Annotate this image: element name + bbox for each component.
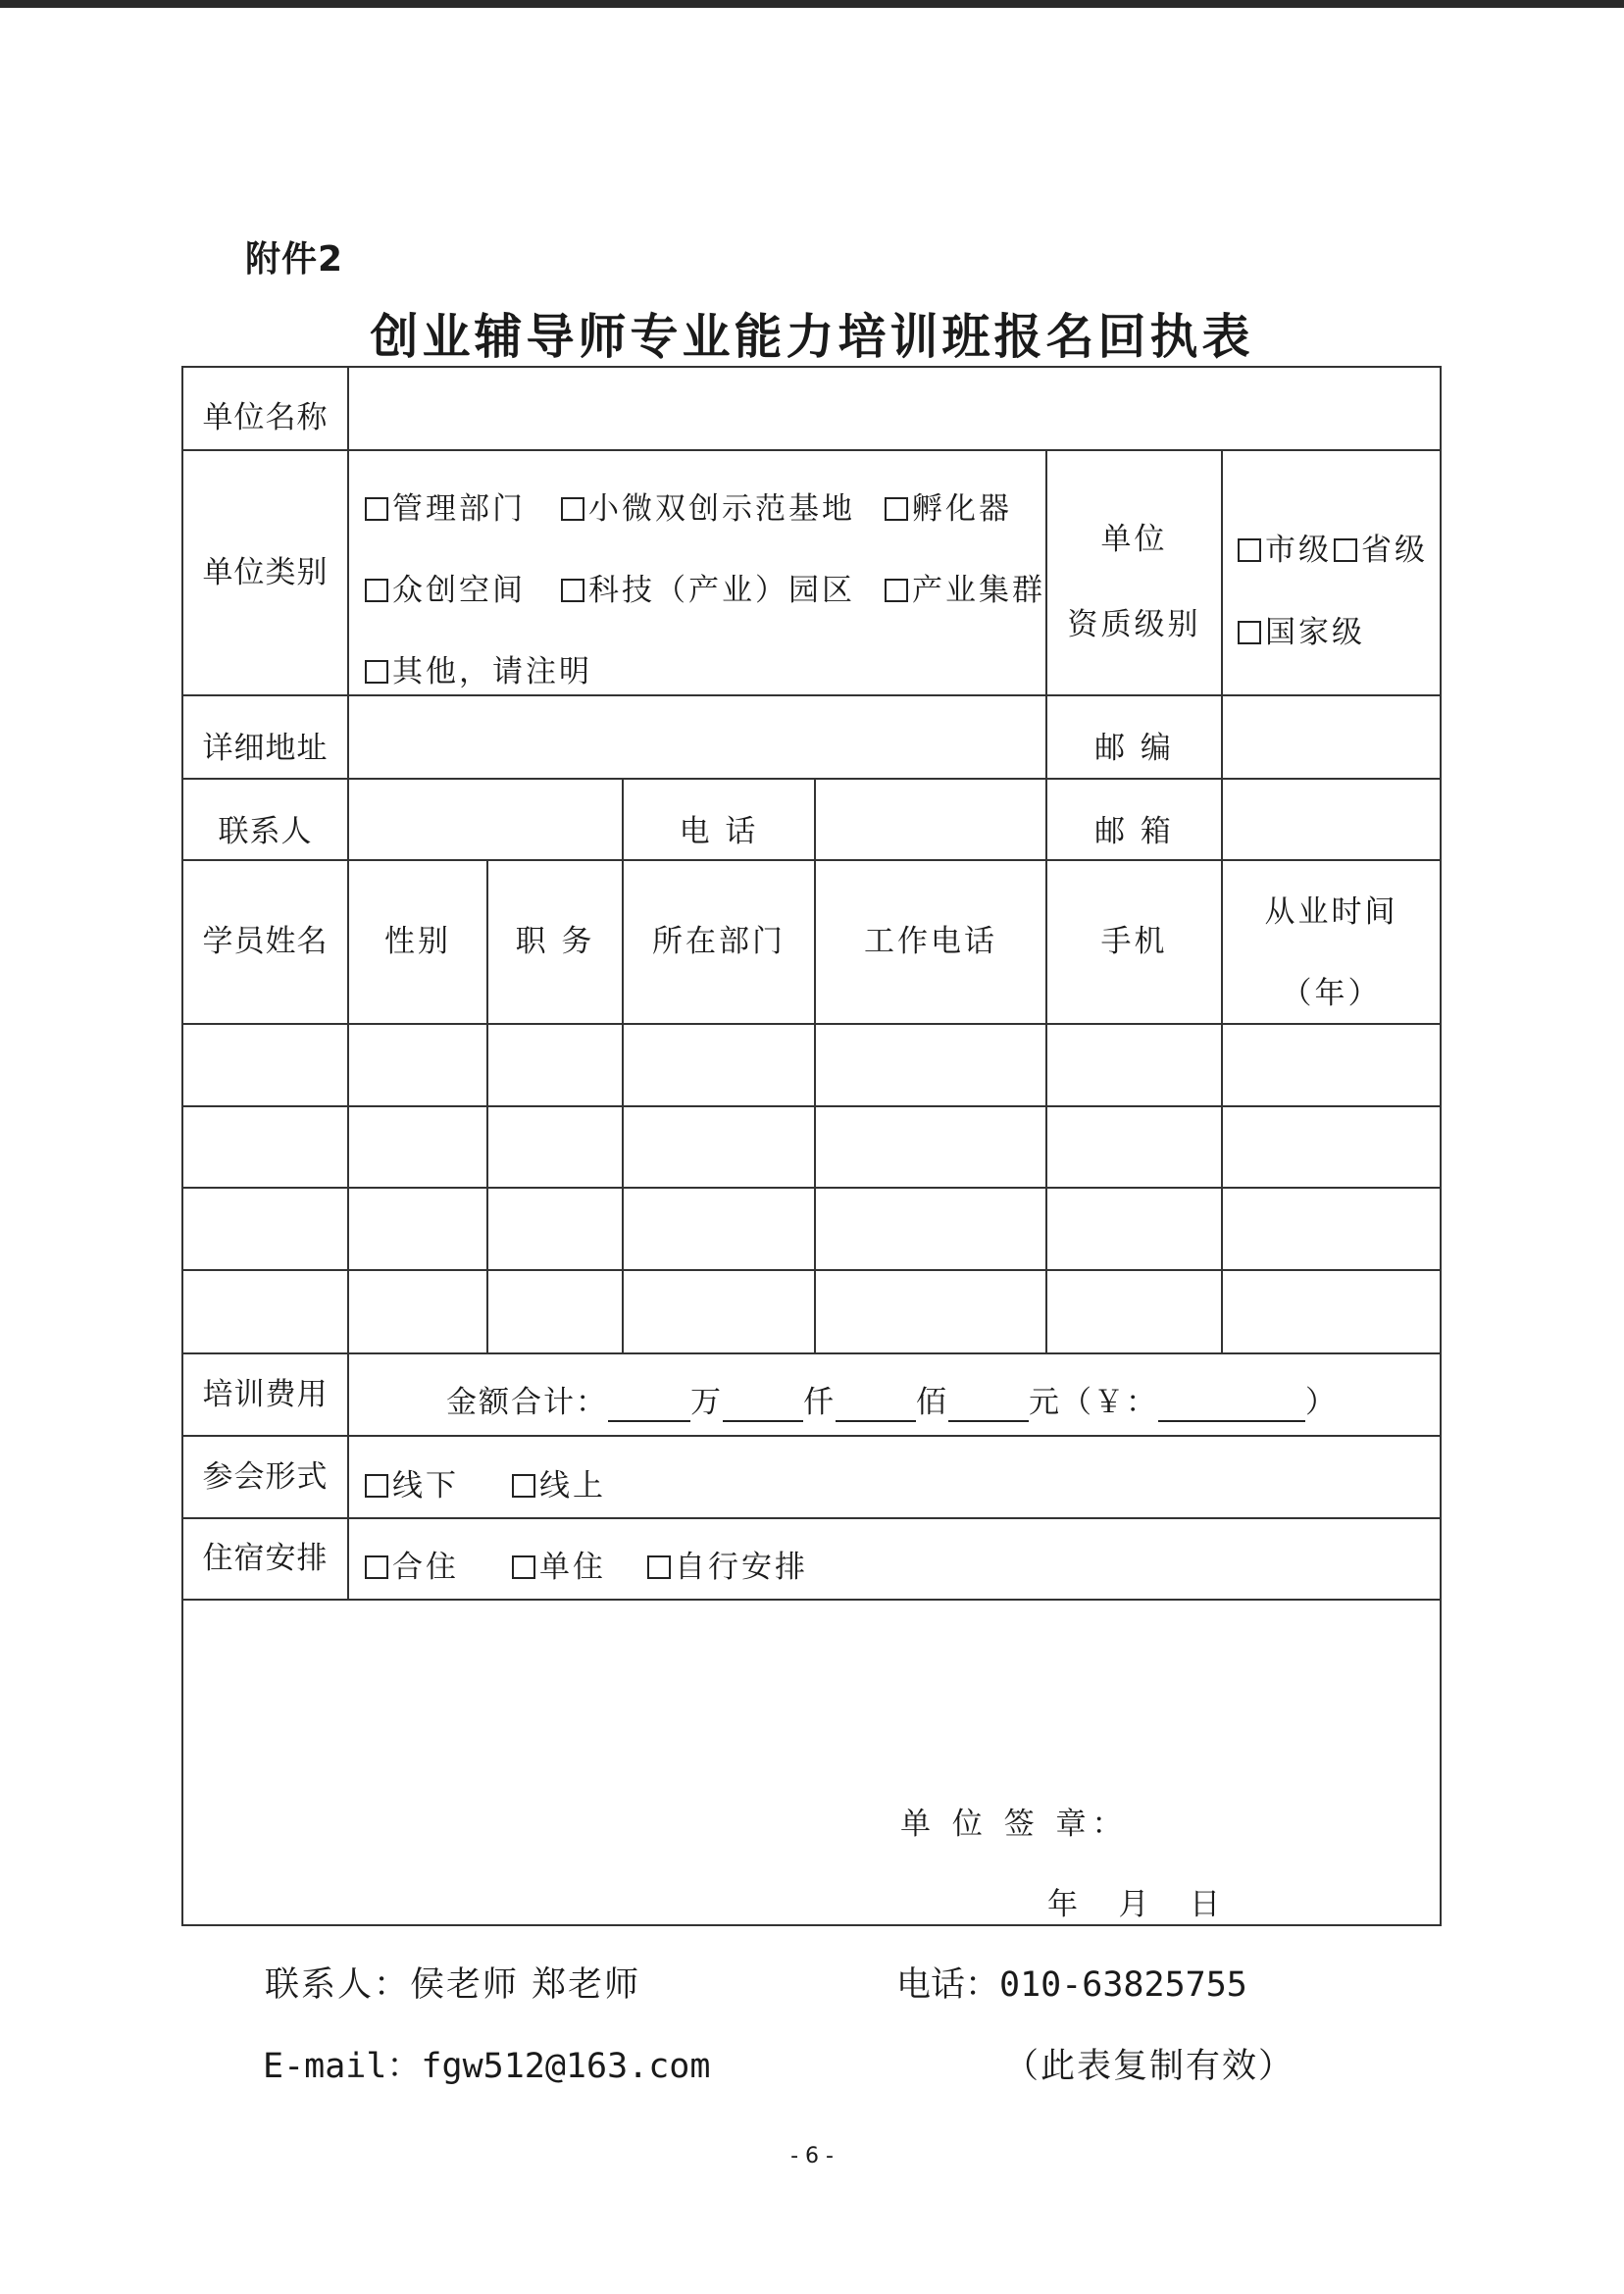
years-header-line1: 从业时间: [1264, 893, 1398, 930]
fee-amount-line[interactable]: 金额合计： 万 仟 佰 元（￥： ）: [446, 1385, 1338, 1420]
email-label: 邮 箱: [1094, 813, 1174, 849]
option-tech-park[interactable]: 科技（产业）园区: [561, 565, 855, 609]
attend-label: 参会形式: [202, 1458, 329, 1495]
sign-date: 年 月 日: [1047, 1887, 1224, 1922]
phone-label: 电 话: [679, 813, 759, 849]
option-incubator[interactable]: 孵化器: [885, 484, 1012, 528]
option-industry-cluster[interactable]: 产业集群: [885, 565, 1045, 609]
qian-blank[interactable]: [723, 1385, 803, 1422]
student-row-3[interactable]: [183, 1189, 1440, 1269]
student-row-2[interactable]: [183, 1107, 1440, 1187]
gender-header: 性别: [384, 924, 451, 960]
checkbox-icon: [647, 1555, 671, 1579]
checkbox-icon: [561, 579, 584, 602]
unit-name-field[interactable]: [349, 368, 1440, 449]
checkbox-icon: [365, 497, 388, 521]
option-demo-base[interactable]: 小微双创示范基地: [561, 484, 855, 528]
option-self-arranged[interactable]: 自行安排: [647, 1542, 808, 1586]
checkbox-icon: [885, 497, 908, 521]
checkbox-icon: [561, 497, 584, 521]
student-name-header: 学员姓名: [202, 924, 329, 960]
unit-type-label: 单位类别: [202, 554, 329, 590]
option-shared-room[interactable]: 合住: [365, 1542, 459, 1586]
checkbox-icon: [365, 579, 388, 602]
department-header: 所在部门: [652, 924, 786, 960]
rmb-blank[interactable]: [1158, 1385, 1305, 1422]
option-other[interactable]: 其他，请注明: [365, 646, 592, 690]
checkbox-icon: [1334, 538, 1357, 562]
option-maker-space[interactable]: 众创空间: [365, 565, 526, 609]
unit-seal-label: 单 位 签 章：: [900, 1807, 1129, 1842]
footer-email: E-mail：fgw512@163.com: [263, 2047, 711, 2086]
footer-phone: 电话：010-63825755: [896, 1965, 1247, 2005]
footer-note: （此表复制有效）: [1004, 2047, 1295, 2086]
attachment-label: 附件2: [245, 239, 344, 280]
position-header: 职 务: [515, 924, 595, 960]
fee-label: 培训费用: [202, 1376, 329, 1412]
qualification-label-line1: 单位: [1100, 521, 1168, 557]
checkbox-icon: [365, 660, 388, 684]
phone-field[interactable]: [816, 780, 1045, 859]
email-field[interactable]: [1223, 780, 1440, 859]
postcode-label: 邮 编: [1094, 730, 1174, 766]
lodging-label: 住宿安排: [202, 1541, 329, 1577]
form-title: 创业辅导师专业能力培训班报名回执表: [370, 309, 1254, 365]
scan-top-edge: [0, 0, 1624, 8]
page-number: - 6 -: [790, 2144, 834, 2168]
postcode-field[interactable]: [1223, 696, 1440, 778]
checkbox-icon: [365, 1555, 388, 1579]
address-label: 详细地址: [202, 730, 329, 766]
checkbox-icon: [512, 1555, 535, 1579]
checkbox-icon: [1238, 538, 1261, 562]
mobile-header: 手机: [1100, 924, 1168, 960]
option-online[interactable]: 线上: [512, 1460, 606, 1504]
work-phone-header: 工作电话: [864, 924, 997, 960]
option-national-level[interactable]: 国家级: [1238, 607, 1365, 651]
unit-name-label: 单位名称: [202, 399, 329, 435]
student-row-1[interactable]: [183, 1025, 1440, 1105]
checkbox-icon: [512, 1474, 535, 1498]
years-header-line2: （年）: [1281, 975, 1382, 1011]
student-row-4[interactable]: [183, 1271, 1440, 1352]
checkbox-icon: [885, 579, 908, 602]
qualification-label-line2: 资质级别: [1067, 606, 1201, 642]
contact-label: 联系人: [218, 813, 313, 849]
checkbox-icon: [365, 1474, 388, 1498]
bai-blank[interactable]: [836, 1385, 916, 1422]
option-offline[interactable]: 线下: [365, 1460, 459, 1504]
option-management-dept[interactable]: 管理部门: [365, 484, 526, 528]
wan-blank[interactable]: [608, 1385, 690, 1422]
option-province-level[interactable]: 省级: [1334, 525, 1428, 569]
contact-field[interactable]: [349, 780, 622, 859]
footer-contact: 联系人：侯老师 郑老师: [265, 1965, 641, 2005]
checkbox-icon: [1238, 621, 1261, 644]
address-field[interactable]: [349, 696, 1045, 778]
option-city-level[interactable]: 市级: [1238, 525, 1332, 569]
option-single-room[interactable]: 单住: [512, 1542, 606, 1586]
yuan-blank[interactable]: [948, 1385, 1029, 1422]
